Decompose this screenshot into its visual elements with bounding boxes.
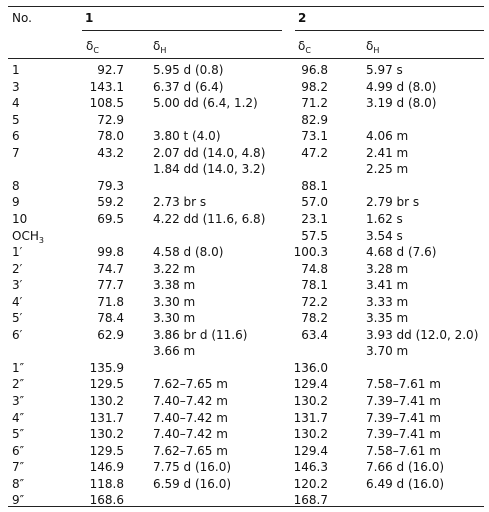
cell-no: 6 [12,129,20,144]
cell-delta-c-2: 96.8 [301,63,328,77]
cell-no: 7 [12,145,20,160]
cell-delta-h-1: 2.73 br s [153,195,207,210]
cell-delta-h-2: 7.58–7.61 m [366,443,441,458]
cell-delta-c-1: 43.2 [97,145,124,160]
cell-no: 4′ [12,294,23,309]
cell-no: 6′ [12,327,23,342]
header-compound-1: 1 [85,11,94,25]
cell-no: 5′ [12,311,23,326]
cell-delta-c-2: 73.1 [301,129,328,144]
header-delta-c-2 [298,38,311,54]
header-delta-c-1 [86,38,99,54]
table-row [8,62,484,78]
cell-no: 7″ [12,460,25,475]
cell-delta-c-1: 59.2 [97,195,124,210]
cell-no: 5″ [12,427,25,442]
table-row [8,244,484,260]
table-row [8,426,484,442]
cell-delta-c-2: 130.2 [293,394,328,408]
cell-delta-h-1: 4.58 d (8.0) [153,245,224,260]
cell-delta-c-1: 118.8 [89,476,124,491]
cell-delta-h-2: 3.54 s [366,228,403,243]
table-row [8,128,484,144]
table-row [8,178,484,194]
cell-delta-h-1: 5.95 d (0.8) [153,63,224,77]
table-row [8,343,484,359]
delta-h-symbol: δ [366,39,374,53]
delta-h-subscript: H [160,46,167,55]
cell-delta-h-1: 3.22 m [153,261,196,276]
table-row [8,476,484,492]
cell-no: 9 [12,195,20,210]
table-row [8,443,484,459]
header-delta-h-1 [153,38,166,54]
compound-1-rule [82,30,282,31]
table-row [8,261,484,277]
cell-no: 2′ [12,261,23,276]
cell-delta-h-1: 5.00 dd (6.4, 1.2) [153,96,258,111]
cell-delta-c-2: 78.2 [301,311,328,326]
cell-delta-h-2: 1.62 s [366,211,403,226]
table-row [8,294,484,310]
cell-delta-h-1: 7.40–7.42 m [153,394,228,408]
cell-delta-h-1: 7.62–7.65 m [153,377,228,392]
cell-no: 1 [12,63,20,77]
cell-delta-c-2: 168.7 [293,493,328,508]
header-rule [8,58,484,59]
table-row [8,327,484,343]
cell-no: 4 [12,96,20,111]
cell-delta-c-1: 72.9 [97,112,124,127]
cell-delta-h-2: 3.70 m [366,344,409,359]
cell-delta-h-1: 7.40–7.42 m [153,427,228,442]
cell-delta-h-2: 3.35 m [366,311,409,326]
cell-delta-c-2: 72.2 [301,294,328,309]
cell-delta-c-2: 23.1 [301,211,328,226]
delta-c-subscript: C [93,46,99,55]
cell-delta-c-2: 63.4 [301,327,328,342]
table-row [8,194,484,210]
cell-delta-h-1: 4.22 dd (11.6, 6.8) [153,211,266,226]
cell-no: 1″ [12,360,25,375]
cell-delta-h-2: 3.41 m [366,278,409,293]
delta-c-symbol: δ [86,39,94,53]
cell-no: 10 [12,211,28,226]
cell-delta-h-1: 3.86 br d (11.6) [153,327,248,342]
cell-delta-h-2: 4.06 m [366,129,409,144]
cell-delta-h-2: 3.28 m [366,261,409,276]
cell-no: 2″ [12,377,25,392]
cell-delta-h-2: 3.93 dd (12.0, 2.0) [366,327,479,342]
cell-no: 8″ [12,476,25,491]
cell-delta-c-1: 77.7 [97,278,124,293]
table-row [8,79,484,95]
delta-h-symbol: δ [153,39,161,53]
cell-delta-h-1: 3.30 m [153,311,196,326]
cell-delta-h-2: 4.99 d (8.0) [366,79,437,94]
cell-delta-c-2: 129.4 [293,377,328,392]
cell-no: 5 [12,112,20,127]
cell-delta-h-1: 6.59 d (16.0) [153,476,232,491]
cell-delta-h-2: 4.68 d (7.6) [366,245,437,260]
cell-no: 9″ [12,493,25,508]
cell-delta-c-1: 135.9 [89,360,124,375]
cell-delta-h-2: 2.41 m [366,145,409,160]
table-row [8,277,484,293]
table-row [8,376,484,392]
cell-delta-c-2: 88.1 [301,178,328,193]
cell-delta-c-2: 82.9 [301,112,328,127]
cell-delta-c-1: 108.5 [89,96,124,111]
cell-delta-c-2: 57.5 [301,228,328,243]
header-delta-h-2 [366,38,379,54]
cell-delta-c-1: 143.1 [89,79,124,94]
cell-no: 8 [12,178,20,193]
table-row [8,360,484,376]
cell-delta-c-1: 168.6 [89,493,124,508]
cell-delta-c-1: 78.0 [97,129,124,144]
cell-delta-c-1: 62.9 [97,327,124,342]
cell-delta-h-1: 6.37 d (6.4) [153,79,224,94]
cell-delta-c-1: 69.5 [97,211,124,226]
cell-delta-h-1: 2.07 dd (14.0, 4.8) [153,145,266,160]
cell-no: 1′ [12,245,23,260]
table-row [8,211,484,227]
cell-no: 3 [12,79,20,94]
cell-delta-c-1: 146.9 [89,460,124,475]
table-row [8,459,484,475]
cell-delta-h-2: 7.58–7.61 m [366,377,441,392]
table-row [8,393,484,409]
cell-delta-c-2: 131.7 [293,410,328,425]
cell-no: 6″ [12,443,25,458]
cell-delta-c-1: 78.4 [97,311,124,326]
cell-delta-c-2: 136.0 [293,360,328,375]
table-row [8,228,484,244]
cell-delta-c-2: 129.4 [293,443,328,458]
header-no: No. [12,11,32,25]
cell-delta-h-1: 3.30 m [153,294,196,309]
table-row [8,310,484,326]
cell-delta-c-1: 79.3 [97,178,124,193]
cell-delta-h-2: 7.39–7.41 m [366,427,441,442]
cell-delta-h-2: 6.49 d (16.0) [366,476,445,491]
cell-delta-h-2: 7.39–7.41 m [366,410,441,425]
cell-delta-h-1: 7.40–7.42 m [153,410,228,425]
cell-delta-h-2: 2.25 m [366,162,409,177]
cell-delta-c-1: 130.2 [89,427,124,442]
cell-delta-c-1: 92.7 [97,63,124,77]
cell-delta-h-1: 1.84 dd (14.0, 3.2) [153,162,266,177]
bottom-rule [8,506,484,507]
table-row [8,145,484,161]
cell-delta-h-1: 3.66 m [153,344,196,359]
cell-delta-h-2: 2.79 br s [366,195,420,210]
cell-delta-h-2: 3.19 d (8.0) [366,96,437,111]
cell-delta-c-1: 99.8 [97,245,124,260]
table-row [8,161,484,177]
cell-delta-c-2: 100.3 [293,245,328,260]
cell-delta-c-1: 74.7 [97,261,124,276]
cell-delta-c-2: 57.0 [301,195,328,210]
cell-delta-h-1: 7.75 d (16.0) [153,460,232,475]
cell-no: 4″ [12,410,25,425]
cell-delta-h-2: 7.66 d (16.0) [366,460,445,475]
cell-no: 3″ [12,394,25,408]
cell-delta-c-2: 120.2 [293,476,328,491]
cell-delta-c-2: 98.2 [301,79,328,94]
cell-no: $OCH_3$ [12,228,44,245]
cell-delta-c-2: 78.1 [301,278,328,293]
cell-delta-h-1: 3.80 t (4.0) [153,129,221,144]
cell-delta-c-1: 129.5 [89,443,124,458]
header-compound-2: 2 [298,11,307,25]
cell-no: 3′ [12,278,23,293]
cell-delta-h-1: 3.38 m [153,278,196,293]
cell-delta-c-1: 131.7 [89,410,124,425]
cell-delta-c-1: 130.2 [89,394,124,408]
cell-delta-c-2: 146.3 [293,460,328,475]
compound-2-rule [295,30,484,31]
cell-delta-h-1: 7.62–7.65 m [153,443,228,458]
top-rule [8,6,484,7]
cell-delta-c-2: 47.2 [301,145,328,160]
cell-delta-h-2: 5.97 s [366,63,403,77]
cell-delta-c-1: 129.5 [89,377,124,392]
cell-delta-h-2: 7.39–7.41 m [366,394,441,408]
delta-h-subscript: H [373,46,380,55]
cell-delta-h-2: 3.33 m [366,294,409,309]
cell-delta-c-2: 71.2 [301,96,328,111]
table-row [8,112,484,128]
table-row [8,95,484,111]
cell-delta-c-2: 130.2 [293,427,328,442]
table-row [8,410,484,426]
cell-delta-c-2: 74.8 [301,261,328,276]
delta-c-symbol: δ [298,39,306,53]
cell-delta-c-1: 71.8 [97,294,124,309]
delta-c-subscript: C [305,46,311,55]
